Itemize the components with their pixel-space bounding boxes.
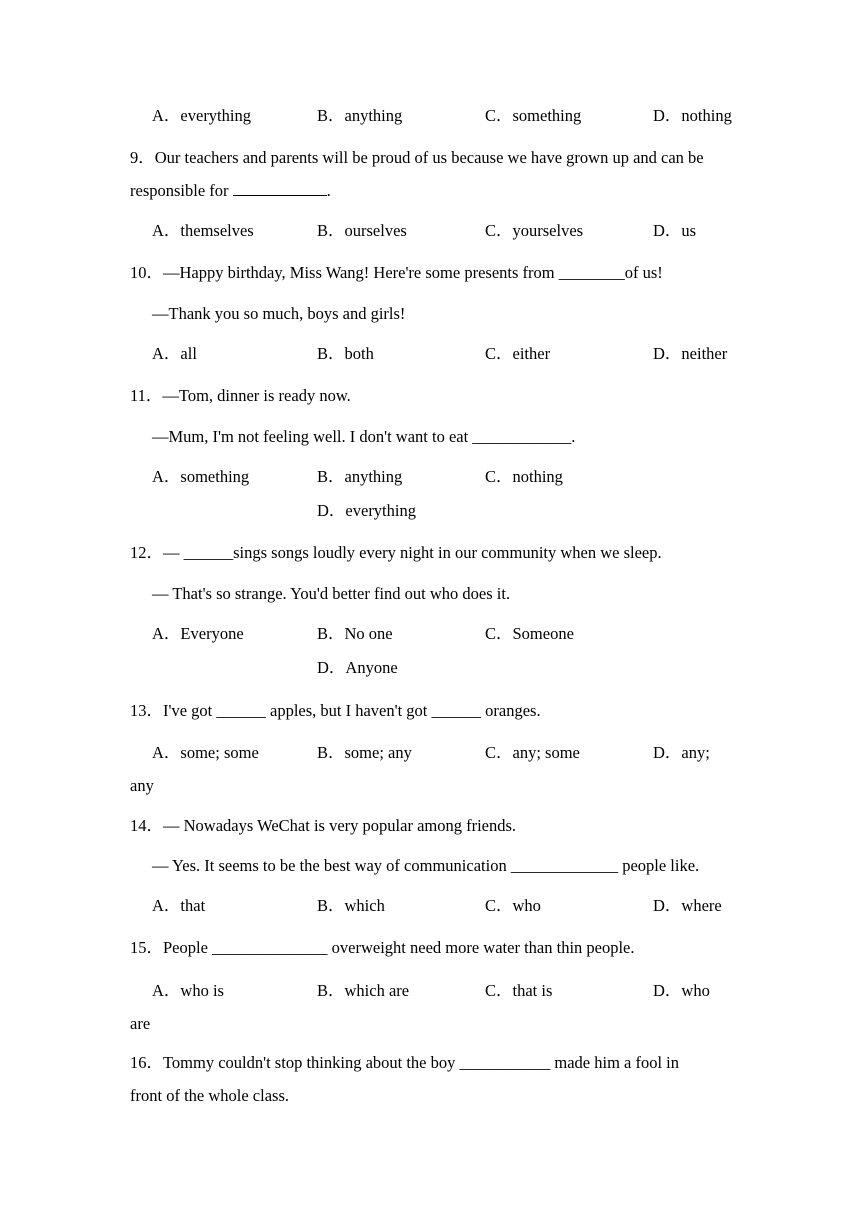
q11-option-b[interactable]: B．anything [317, 467, 403, 486]
q13-option-a[interactable]: A．some; some [152, 743, 259, 762]
q9-answer-blank [233, 181, 327, 196]
q9-option-c[interactable]: C．yourselves [485, 221, 584, 240]
q11-option-d[interactable]: D．everything [317, 501, 416, 520]
q11-stem-line2: —Mum, I'm not feeling well. I don't want to eat ____________. [152, 427, 576, 446]
q11-stem-line1: 11．—Tom, dinner is ready now. [130, 386, 351, 405]
q13-option-b[interactable]: B．some; any [317, 743, 412, 762]
q9-option-a[interactable]: A．themselves [152, 221, 254, 240]
q10-stem-line2: —Thank you so much, boys and girls! [152, 304, 406, 323]
q8-option-c[interactable]: C．something [485, 106, 582, 125]
q14-option-c[interactable]: C．who [485, 896, 541, 915]
q14-stem-line2: — Yes. It seems to be the best way of communication _____________ people like. [152, 856, 700, 875]
q12-stem-line1: 12．— ______sings songs loudly every night in our community when we sleep. [130, 543, 662, 562]
q14-option-d[interactable]: D．where [653, 896, 722, 915]
q10-option-b[interactable]: B．both [317, 344, 374, 363]
q14-stem-line1: 14．— Nowadays WeChat is very popular among friends. [130, 816, 517, 835]
q13-stem-line1: 13．I've got ______ apples, but I haven't got ______ oranges. [130, 701, 541, 720]
q13-option-d[interactable]: D．any; [653, 743, 710, 762]
q10-option-c[interactable]: C．either [485, 344, 551, 363]
q9-option-b[interactable]: B．ourselves [317, 221, 407, 240]
q8-option-b[interactable]: B．anything [317, 106, 403, 125]
q14-option-a[interactable]: A．that [152, 896, 206, 915]
q15-option-b[interactable]: B．which are [317, 981, 410, 1000]
q9-option-d[interactable]: D．us [653, 221, 697, 240]
q12-option-c[interactable]: C．Someone [485, 624, 574, 643]
q15-option-a[interactable]: A．who is [152, 981, 224, 1000]
q14-option-b[interactable]: B．which [317, 896, 385, 915]
q8-option-a[interactable]: A．everything [152, 106, 251, 125]
q10-option-d[interactable]: D．neither [653, 344, 728, 363]
q12-option-d[interactable]: D．Anyone [317, 658, 398, 677]
q9-stem-end: . [326, 181, 331, 200]
q11-option-c[interactable]: C．nothing [485, 467, 563, 486]
q12-stem-line2: — That's so strange. You'd better find out who does it. [152, 584, 511, 603]
q9-stem-text: responsible for [130, 181, 233, 200]
q11-option-a[interactable]: A．something [152, 467, 250, 486]
q15-option-d-wrap: are [130, 1014, 151, 1033]
q10-option-a[interactable]: A．all [152, 344, 197, 363]
q13-option-c[interactable]: C．any; some [485, 743, 580, 762]
q15-option-c[interactable]: C．that is [485, 981, 553, 1000]
q16-stem-line2: front of the whole class. [130, 1086, 289, 1105]
q8-option-d[interactable]: D．nothing [653, 106, 732, 125]
q9-stem-line2 [130, 181, 331, 201]
q12-option-a[interactable]: A．Everyone [152, 624, 244, 643]
q16-stem-line1: 16．Tommy couldn't stop thinking about the boy ___________ made him a fool in [130, 1053, 680, 1072]
q9-stem-line1: 9．Our teachers and parents will be proud of us because we have grown up and can be [130, 148, 704, 167]
q12-option-b[interactable]: B．No one [317, 624, 393, 643]
q10-stem-line1: 10．—Happy birthday, Miss Wang! Here're some presents from ________of us! [130, 263, 663, 282]
q13-option-d-wrap: any [130, 776, 154, 795]
q15-option-d[interactable]: D．who [653, 981, 710, 1000]
q15-stem-line1: 15．People ______________ overweight need more water than thin people. [130, 938, 635, 957]
